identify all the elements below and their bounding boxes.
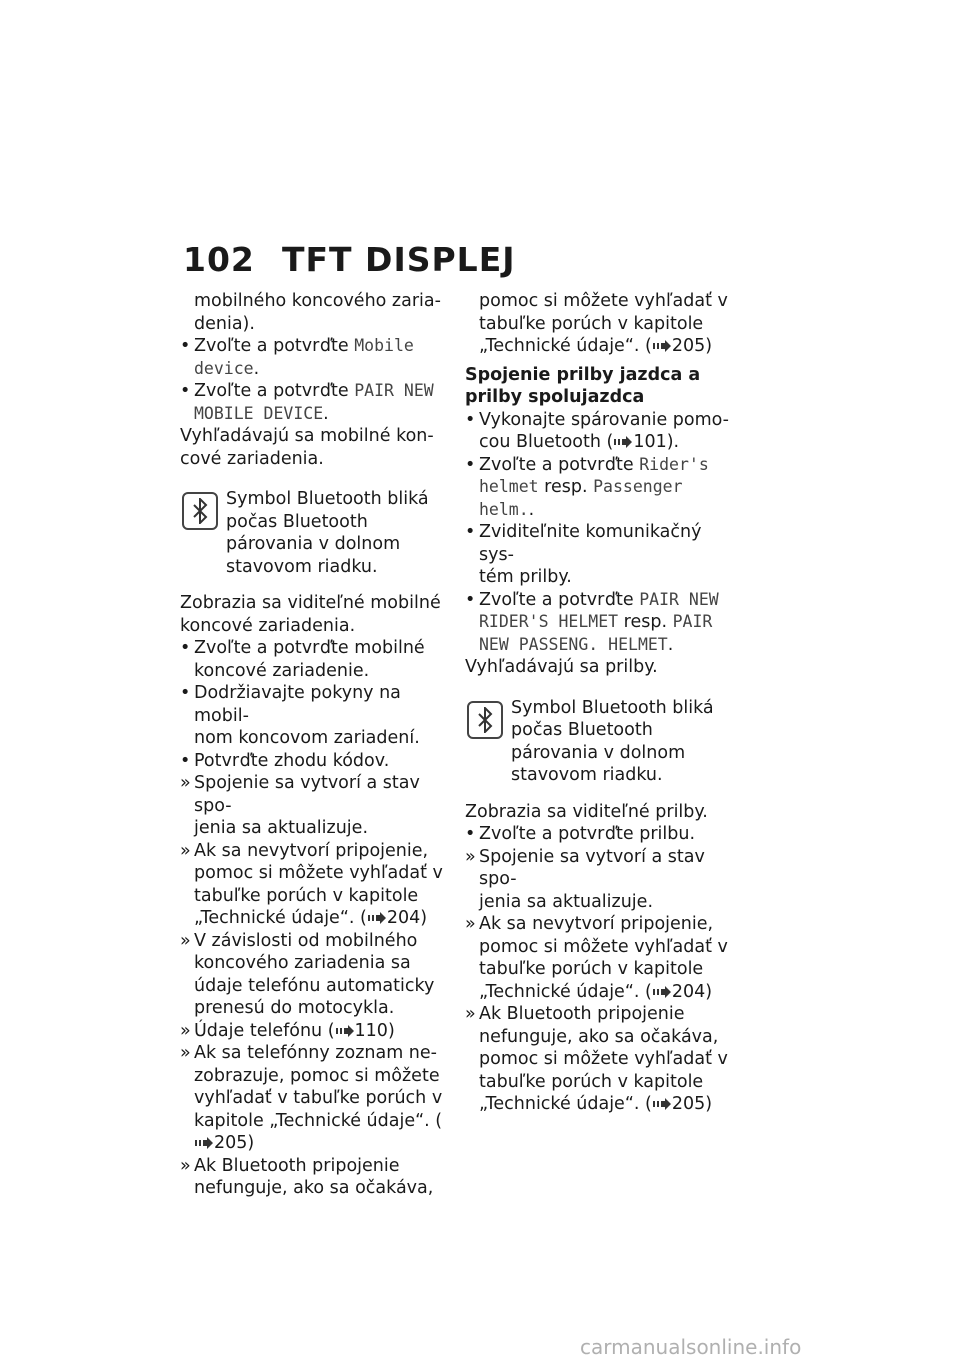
left-column (180, 290, 455, 1200)
page-reference[interactable]: 110 (354, 1020, 388, 1041)
page-reference-arrow-icon (652, 986, 672, 998)
result-mark: » (180, 840, 191, 861)
bullet-mark: • (465, 589, 476, 610)
bullet-mark: • (180, 750, 191, 771)
result-item: » V závislosti od mobilného koncového zariadenia sa údaje telefónu automaticky prenesú do motocykla. (180, 930, 435, 1018)
right-column (465, 290, 740, 1116)
section-heading: Spojenie prilby jazdca a prilby spolujazdca (465, 364, 701, 407)
page-reference-arrow-icon (367, 912, 387, 924)
bullet-mark: • (465, 409, 476, 430)
result-item: » Spojenie sa vytvorí a stav spo- jenia sa aktualizuje. (180, 773, 420, 838)
list-item: • Potvrďte zhodu kódov. (180, 750, 390, 771)
page-reference-arrow-icon (194, 1137, 214, 1149)
result-mark: » (180, 1155, 191, 1176)
result-mark: » (465, 846, 476, 867)
bullet-mark: • (465, 824, 476, 844)
bullet-mark: • (180, 683, 191, 703)
chapter-title: TFT DISPLEJ (282, 240, 516, 279)
result-mark: » (465, 914, 476, 934)
result-item: » Ak sa nevytvorí pripojenie, pomoc si môžete vyhľadať v tabuľke porúch v kapitole „Technické údaje“. ( 204) (465, 914, 728, 1002)
list-item: • Zvoľte a potvrďte prilbu. (465, 824, 696, 844)
page-reference[interactable]: 204 (386, 908, 421, 928)
page-number: 102 (183, 240, 255, 279)
paragraph: Vyhľadávajú sa mobilné kon- cové zariadenia. (180, 426, 434, 469)
page-reference-arrow-icon (613, 436, 633, 448)
page-header (183, 240, 516, 279)
result-mark: » (465, 1004, 476, 1024)
paragraph: mobilného koncového zaria- denia). (194, 291, 441, 334)
list-item: • Zvoľte a potvrďte Mobile device. (180, 336, 414, 379)
bluetooth-note (180, 488, 455, 578)
result-item: » Ak Bluetooth pripojenie nefunguje, ako sa očakáva, (180, 1155, 434, 1198)
menu-code: PAIR NEW MOBILE DEVICE (194, 381, 434, 423)
list-item: • Vykonajte spárovanie pomo- cou Bluetooth ( 101). (465, 409, 729, 452)
result-item: » Ak sa telefónny zoznam ne- zobrazuje, pomoc si môžete vyhľadať v tabuľke porúch v kapitole „Technické údaje“. (205) (180, 1043, 443, 1153)
bullet-mark: • (180, 638, 191, 658)
bluetooth-note (465, 697, 740, 787)
result-mark: » (180, 773, 191, 793)
page-reference[interactable]: 204 (671, 981, 706, 1002)
bluetooth-icon (467, 701, 503, 739)
page-reference[interactable]: 101 (633, 432, 667, 452)
result-mark: » (180, 1043, 191, 1063)
bluetooth-note-text: Symbol Bluetooth bliká počas Bluetooth párovania v dolnom stavovom riadku. (226, 489, 429, 577)
menu-code: Passenger helm. (479, 477, 683, 519)
page-reference-arrow-icon (335, 1025, 355, 1037)
paragraph: Zobrazia sa viditeľné mobilné koncové zariadenia. (180, 593, 441, 636)
result-item: » Spojenie sa vytvorí a stav spo- jenia sa aktualizuje. (465, 846, 705, 912)
result-item: » Ak sa nevytvorí pripojenie, pomoc si môžete vyhľadať v tabuľke porúch v kapitole „Technické údaje“. ( 204) (180, 840, 443, 928)
bluetooth-icon (182, 492, 218, 530)
list-item: • Zvoľte a potvrďte PAIR NEW MOBILE DEVICE. (180, 381, 434, 424)
paragraph: pomoc si môžete vyhľadať v tabuľke porúch v kapitole „Technické údaje“. ( 205) (479, 291, 728, 356)
menu-code: Mobile device (194, 336, 414, 378)
page-reference[interactable]: 205 (214, 1133, 248, 1153)
page-reference[interactable]: 205 (671, 336, 706, 356)
list-item: • Zvoľte a potvrďte mobilné koncové zariadenie. (180, 638, 425, 681)
list-item: • Zviditeľnite komunikačný sys- tém prilby. (465, 522, 702, 587)
list-item: • Zvoľte a potvrďte PAIR NEW RIDER'S HELMET resp. PAIR NEW PASSENG. HELMET. (465, 589, 719, 655)
bullet-mark: • (465, 454, 476, 475)
page-reference[interactable]: 205 (671, 1094, 706, 1114)
watermark: carmanualsonline.info (580, 1335, 802, 1359)
bullet-mark: • (465, 522, 476, 542)
list-item: • Zvoľte a potvrďte Rider's helmet resp. Passenger helm.. (465, 454, 709, 520)
paragraph: Zobrazia sa viditeľné prilby. (465, 801, 708, 822)
menu-code: PAIR NEW RIDER'S HELMET (479, 589, 719, 631)
bluetooth-note-text: Symbol Bluetooth bliká počas Bluetooth párovania v dolnom stavovom riadku. (511, 697, 714, 785)
list-item: • Dodržiavajte pokyny na mobil- nom koncovom zariadení. (180, 683, 420, 748)
result-item: » Údaje telefónu ( 110) (180, 1020, 395, 1041)
bullet-mark: • (180, 336, 191, 356)
page-reference-arrow-icon (652, 340, 672, 352)
result-mark: » (180, 930, 191, 951)
page-reference-arrow-icon (652, 1098, 672, 1110)
paragraph: Vyhľadávajú sa prilby. (465, 657, 658, 677)
menu-code: PAIR NEW PASSENG. HELMET (479, 612, 713, 654)
result-item: » Ak Bluetooth pripojenie nefunguje, ako sa očakáva, pomoc si môžete vyhľadať v tabuľke porúch v kapitole „Technické údaje“. ( 205) (465, 1004, 728, 1114)
menu-code: Rider's helmet (479, 454, 709, 496)
result-mark: » (180, 1020, 191, 1041)
bullet-mark: • (180, 381, 191, 401)
